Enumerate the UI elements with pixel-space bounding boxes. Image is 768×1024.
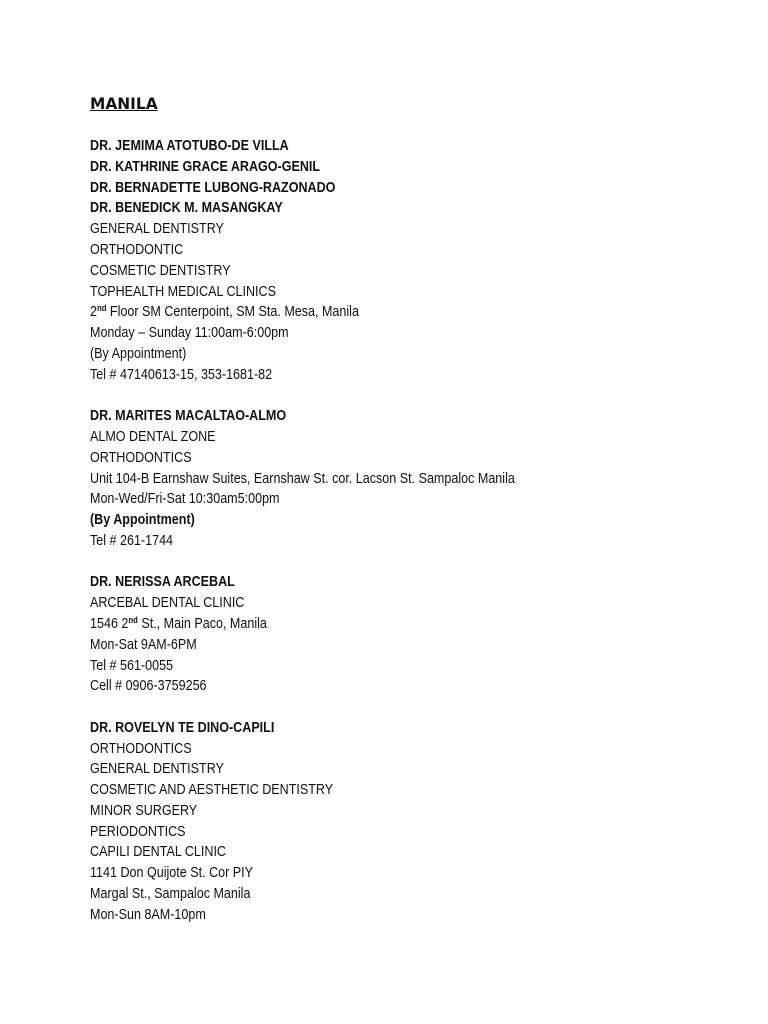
doctor-name: DR. BENEDICK M. MASANGKAY [90, 200, 283, 217]
clinic-name: ARCEBAL DENTAL CLINIC [90, 595, 245, 612]
ordinal-suffix: nd [96, 303, 107, 314]
doctor-name: DR. NERISSA ARCEBAL [90, 574, 235, 591]
specialty: ORTHODONTIC [90, 241, 184, 258]
specialty: GENERAL DENTISTRY [90, 761, 224, 778]
clinic-name: TOPHEALTH MEDICAL CLINICS [90, 283, 276, 300]
address-number: 2 [90, 304, 97, 321]
address-number: 1546 2 [90, 615, 129, 632]
clinic-address: 1141 Don Quijote St. Cor PIY [90, 865, 254, 882]
telephone: Tel # 47140613-15, 353-1681-82 [90, 366, 273, 383]
clinic-address [90, 614, 640, 635]
clinic-address [90, 302, 640, 323]
doctor-name: DR. JEMIMA ATOTUBO-DE VILLA [90, 138, 289, 154]
clinic-hours: Monday – Sunday 11:00am-6:00pm [90, 325, 289, 342]
doctor-name: DR. KATHRINE GRACE ARAGO-GENIL [90, 158, 321, 175]
telephone: Tel # 261-1744 [90, 532, 174, 549]
telephone: Tel # 561-0055 [90, 657, 174, 674]
dentist-entry-almo [90, 406, 640, 552]
clinic-hours: Mon-Sat 9AM-6PM [90, 636, 197, 653]
ordinal-suffix: nd [128, 614, 138, 625]
clinic-name: ALMO DENTAL ZONE [90, 428, 216, 445]
specialty: MINOR SURGERY [90, 802, 198, 819]
dentist-entry-capili [90, 718, 640, 926]
specialty: PERIODONTICS [90, 823, 186, 840]
clinic-hours: Mon-Wed/Fri-Sat 10:30am5:00pm [90, 491, 280, 508]
appointment-note: (By Appointment) [90, 345, 187, 362]
clinic-name: CAPILI DENTAL CLINIC [90, 844, 227, 861]
clinic-address: Margal St., Sampaloc Manila [90, 886, 251, 903]
specialty: ORTHODONTICS [90, 740, 192, 757]
clinic-address: Unit 104-B Earnshaw Suites, Earnshaw St. cor. Lacson St. Sampaloc Manila [90, 470, 515, 487]
clinic-hours: Mon-Sun 8AM-10pm [90, 906, 206, 923]
page-heading: MANILA [90, 94, 158, 113]
doctor-name: DR. BERNADETTE LUBONG-RAZONADO [90, 179, 336, 196]
dentist-entry-arcebal [90, 572, 640, 697]
address-rest: Floor SM Centerpoint, SM Sta. Mesa, Manila [106, 304, 359, 321]
appointment-note: (By Appointment) [90, 512, 195, 529]
cellphone: Cell # 0906-3759256 [90, 678, 207, 695]
document-page [90, 92, 640, 946]
doctor-name: DR. MARITES MACALTAO-ALMO [90, 408, 287, 425]
doctor-name: DR. ROVELYN TE DINO-CAPILI [90, 719, 275, 736]
specialty: COSMETIC AND AESTHETIC DENTISTRY [90, 782, 334, 799]
specialty: GENERAL DENTISTRY [90, 221, 224, 238]
specialty: COSMETIC DENTISTRY [90, 262, 231, 279]
specialty: ORTHODONTICS [90, 449, 192, 466]
address-rest: St., Main Paco, Manila [137, 615, 267, 632]
dentist-entry-tophealth [90, 136, 640, 386]
